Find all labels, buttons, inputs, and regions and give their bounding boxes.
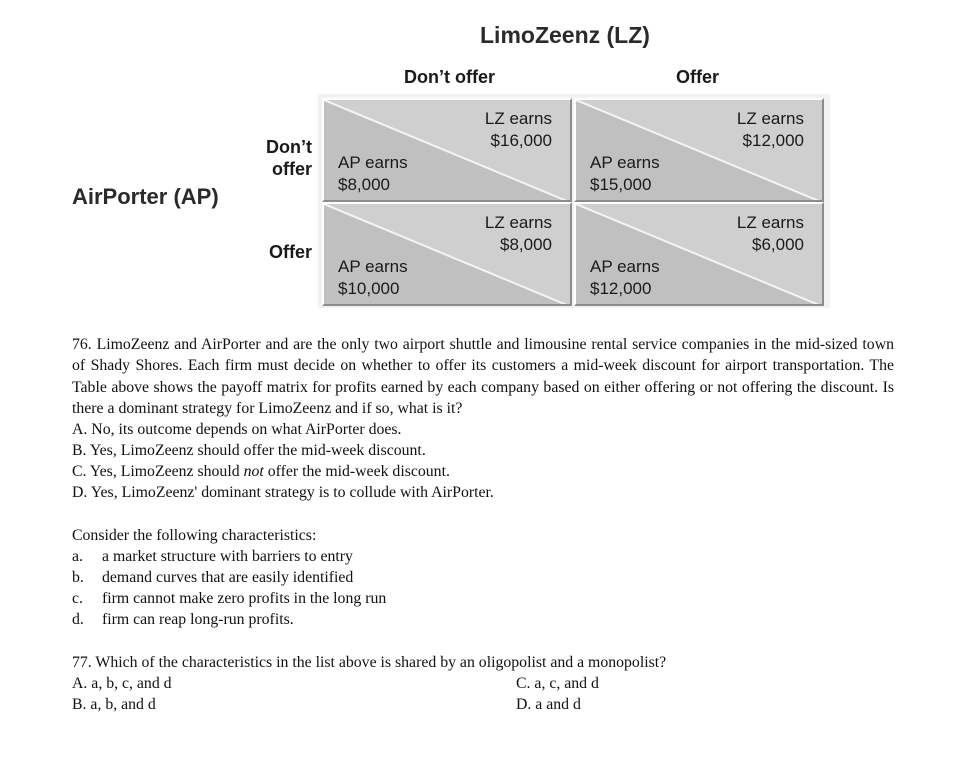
lz-payoff-label: LZ earns — [736, 213, 804, 232]
list-item — [72, 567, 353, 588]
ap-payoff — [338, 256, 408, 300]
lz-payoff — [485, 212, 552, 256]
q77-option-b: B. a, b, and d — [72, 696, 156, 713]
list-item-marker: d. — [72, 611, 84, 628]
lz-payoff — [737, 212, 804, 256]
q77-option-d: D. a and d — [516, 696, 581, 713]
payoff-matrix — [318, 94, 830, 308]
lz-payoff — [485, 108, 552, 152]
ap-payoff — [590, 256, 660, 300]
matrix-cell-offer-offer — [574, 202, 824, 306]
ap-player-title: AirPorter (AP) — [72, 184, 219, 209]
lz-payoff — [737, 108, 804, 152]
lz-payoff-label: LZ earns — [736, 109, 804, 128]
ap-payoff — [338, 152, 408, 196]
q76-option-c-emphasis: not — [243, 463, 264, 480]
list-item-marker: a. — [72, 548, 83, 565]
matrix-cell-dont-offer — [574, 98, 824, 202]
q76-option-b: B. Yes, LimoZeenz should offer the mid-week discount. — [72, 442, 426, 459]
ap-payoff-label: AP earns — [590, 153, 660, 172]
q77-option-c: C. a, c, and d — [516, 675, 599, 692]
list-item-text: firm cannot make zero profits in the long run — [102, 590, 387, 607]
ap-payoff-label: AP earns — [338, 257, 408, 276]
q76-option-c — [72, 461, 450, 482]
q76-option-c-text-2: offer the mid-week discount. — [263, 463, 450, 480]
row-header-dont-offer-line2: offer — [272, 159, 312, 179]
ap-payoff-label: AP earns — [590, 257, 660, 276]
lz-payoff-value: $6,000 — [752, 235, 804, 254]
list-item — [72, 609, 294, 630]
q77-option-a: A. a, b, c, and d — [72, 675, 172, 692]
lz-payoff-label: LZ earns — [484, 213, 552, 232]
characteristics-intro: Consider the following characteristics: — [72, 527, 317, 544]
ap-payoff — [590, 152, 660, 196]
lz-payoff-label: LZ earns — [484, 109, 552, 128]
lz-payoff-value: $8,000 — [500, 235, 552, 254]
ap-payoff-value: $12,000 — [590, 279, 652, 298]
list-item-text: firm can reap long-run profits. — [102, 611, 294, 628]
q76-option-a: A. No, its outcome depends on what AirPorter does. — [72, 421, 402, 438]
list-item-text: a market structure with barriers to entry — [102, 548, 353, 565]
list-item-text: demand curves that are easily identified — [102, 569, 354, 586]
ap-payoff-value: $15,000 — [590, 175, 652, 194]
ap-payoff-value: $10,000 — [338, 279, 400, 298]
row-header-offer: Offer — [268, 242, 312, 262]
question-77-stem: 77. Which of the characteristics in the list above is shared by an oligopolist and a monopolist? — [72, 654, 667, 671]
q76-option-d: D. Yes, LimoZeenz' dominant strategy is to collude with AirPorter. — [72, 484, 494, 501]
matrix-cell-dont-dont — [322, 98, 572, 202]
column-header-offer: Offer — [676, 67, 720, 87]
list-item — [72, 546, 353, 567]
list-item-marker: b. — [72, 569, 84, 586]
list-item — [72, 588, 386, 609]
ap-payoff-label: AP earns — [338, 153, 408, 172]
row-header-dont-offer-line1: Don’t — [266, 137, 312, 157]
lz-payoff-value: $12,000 — [742, 131, 804, 150]
list-item-marker: c. — [72, 590, 83, 607]
question-76-stem: 76. LimoZeenz and AirPorter and are the only two airport shuttle and limousine rental service companies in the mid-sized town of Shady Shores. Each firm must decide on whether to offer its customers a mid-week discount for airport transportation. The Table above shows the payoff matrix for profits earned by each company based on either offering or not offering the discount. Is there a dominant strategy for LimoZeenz and if so, what is it? — [72, 336, 894, 417]
q76-option-c-text-1: C. Yes, LimoZeenz should — [72, 463, 244, 480]
lz-payoff-value: $16,000 — [490, 131, 552, 150]
matrix-cell-offer-dont — [322, 202, 572, 306]
ap-payoff-value: $8,000 — [338, 175, 390, 194]
row-header-dont-offer — [246, 136, 312, 180]
lz-player-title: LimoZeenz (LZ) — [480, 22, 650, 48]
column-header-dont-offer: Don’t offer — [404, 67, 495, 87]
